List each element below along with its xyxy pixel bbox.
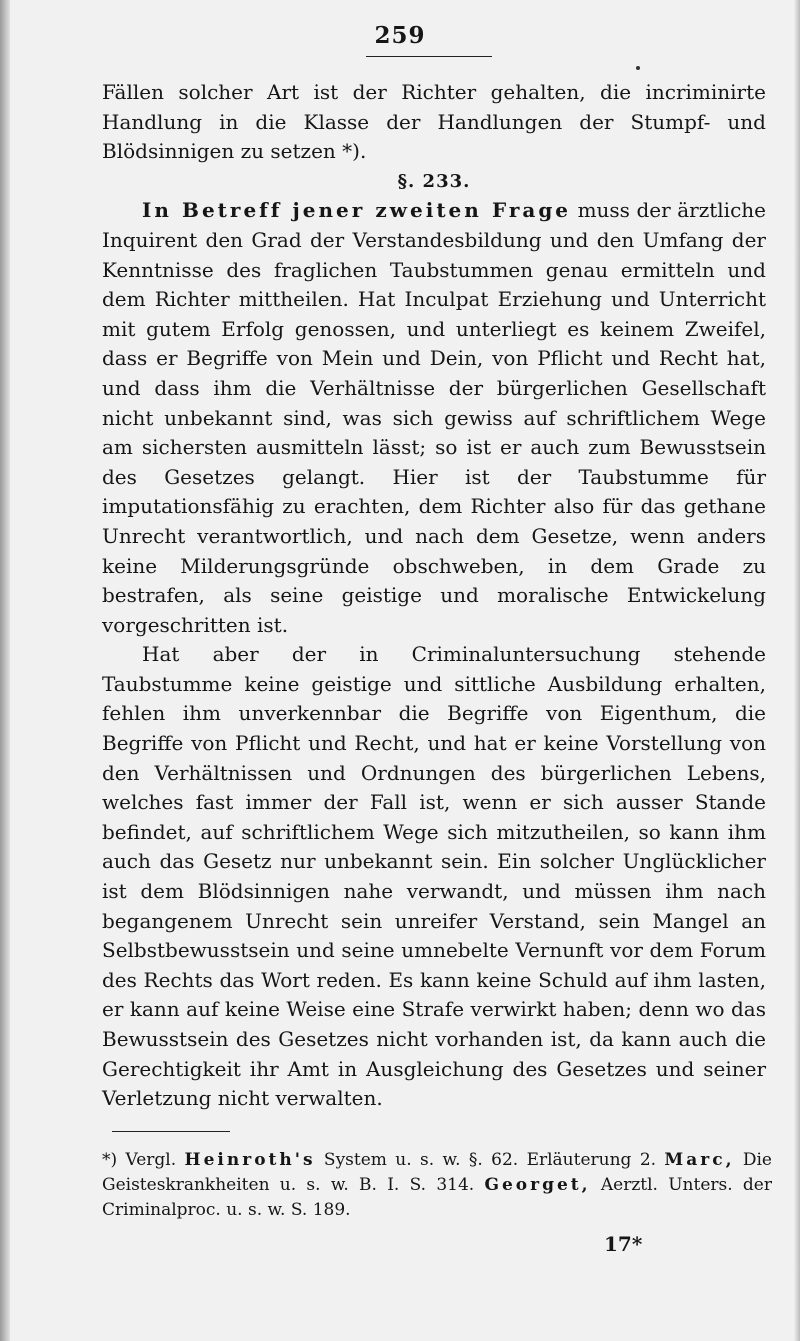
footnote-text [102,1148,772,1223]
footnote-author-georget: Georget, [484,1175,591,1195]
paragraph-2-lead: In Betreff jener zweiten Frage [142,198,572,223]
header-rule [366,56,492,57]
footnote [102,1148,772,1223]
signature-mark: 17* [604,1232,643,1256]
scan-right-edge [794,0,800,1341]
footnote-text-d: Aerztl. Unters. der Criminalproc. u. s. w. S. 189. [102,1175,772,1220]
footnote-text-b: System u. s. w. §. 62. Erläuterung 2. [315,1150,665,1170]
footnote-rule [112,1131,230,1132]
footnote-text-a: Vergl. [117,1150,185,1170]
paragraph-2 [102,196,766,640]
paragraph-2-rest: muss der ärztliche Inquirent den Grad der Verstandesbildung und den Umfang der Kenntnisse des fraglichen Taubstummen genau ermitteln und dem Richter mittheilen. Hat Inculpat Erziehung und Unterricht mit gutem Erfolg genossen, und unterliegt es keinem Zweifel, dass er Begriffe von Mein und Dein, von Pflicht und Recht hat, und dass ihm die Verhältnisse der bürgerlichen Gesellschaft nicht unbekannt sind, was sich gewiss auf schriftlichem Wege am sichersten ausmitteln lässt; so ist er auch zum Bewusstsein des Gesetzes gelangt. Hier ist der Taubstumme für imputationsfähig zu erachten, dem Richter also für das gethane Unrecht verantwortlich, und nach dem Gesetze, wenn anders keine Milderungsgründe obschweben, in dem Grade zu bestrafen, als seine geistige und moralische Entwickelung vorgeschritten ist. [102,198,766,637]
body-text [102,78,766,1114]
scan-left-edge [0,0,10,1341]
paragraph-1: Fällen solcher Art ist der Richter gehalten, die incriminirte Handlung in die Klasse der Handlungen der Stumpf- und Blödsinnigen zu setzen *). [102,80,766,164]
footnote-marker: *) [102,1150,118,1170]
print-speck [636,66,640,70]
footnote-author-marc: Marc, [664,1150,735,1170]
page-number: 259 [374,22,426,49]
paragraph-3: Hat aber der in Criminaluntersuchung stehende Taubstumme keine geistige und sittliche Ausbildung erhalten, fehlen ihm unverkennbar die Begriffe von Eigenthum, die Begriffe von Pflicht und Recht, und hat er keine Vorstellung von den Verhältnissen und Ordnungen des bürgerlichen Lebens, welches fast immer der Fall ist, wenn er sich ausser Stande befindet, auf schriftlichem Wege sich mitzutheilen, so kann ihm auch das Gesetz nur unbekannt sein. Ein solcher Unglücklicher ist dem Blödsinnigen nahe verwandt, und müssen ihm nach begangenem Unrecht sein unreifer Verstand, sein Mangel an Selbstbewusstsein und seine umnebelte Vernunft vor dem Forum des Rechts das Wort reden. Es kann keine Schuld auf ihm lasten, er kann auf keine Weise eine Strafe verwirkt haben; denn wo das Bewusstsein des Gesetzes nicht vorhanden ist, da kann auch die Gerechtigkeit ihr Amt in Ausgleichung des Gesetzes und seiner Verletzung nicht verwalten. [102,642,766,1111]
footnote-author-heinroth: Heinroth's [184,1150,316,1170]
section-heading: §. 233. [397,170,471,192]
footnote-text-c: Die Geisteskrankheiten u. s. w. B. I. S. 314. [102,1150,772,1195]
